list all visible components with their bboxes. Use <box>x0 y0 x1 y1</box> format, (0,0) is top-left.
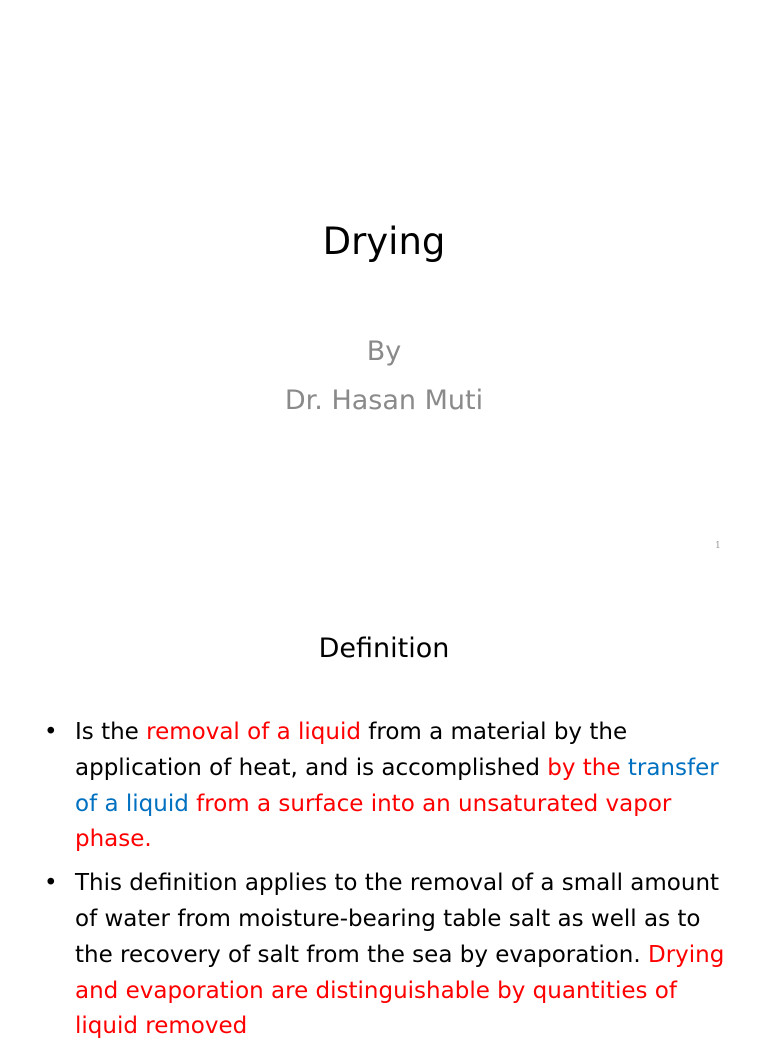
bullet-segment-highlight: Drying and evaporation are distinguishable by quantities of liquid removed <box>75 941 725 1040</box>
bullet-text <box>75 870 724 1039</box>
bullet-segment-highlight: removal of a liquid <box>146 719 361 745</box>
subtitle-by: By <box>366 336 402 367</box>
slide-title: Drying <box>322 220 446 263</box>
bullet-list <box>44 715 744 1053</box>
bullet-segment-highlight: by the <box>547 754 621 781</box>
definition-title: Definition <box>318 633 450 664</box>
bullet-segment-emphasis: transfer of a liquid <box>75 754 719 817</box>
author-name: Dr. Hasan Muti <box>284 385 484 416</box>
bullet-segment-highlight: from a surface into an unsaturated vapor phase. <box>75 790 672 853</box>
bullet-marker: • <box>44 870 58 897</box>
bullet-text <box>75 719 719 852</box>
bullet-segment: Is the <box>75 719 147 745</box>
bullet-segment: from a material by the application of heat, and is accomplished <box>75 719 628 781</box>
bullet-marker: • <box>44 719 58 745</box>
definition-slide <box>0 576 768 1040</box>
bullet-segment <box>621 755 628 781</box>
page-number: 1 <box>715 541 721 551</box>
bullet-item <box>44 866 744 1045</box>
bullet-segment: This definition applies to the removal of a small amount of water from moisture-bearing table salt as well as to the recovery of salt from the sea by evaporation. <box>75 870 720 968</box>
bullet-item <box>44 715 744 858</box>
